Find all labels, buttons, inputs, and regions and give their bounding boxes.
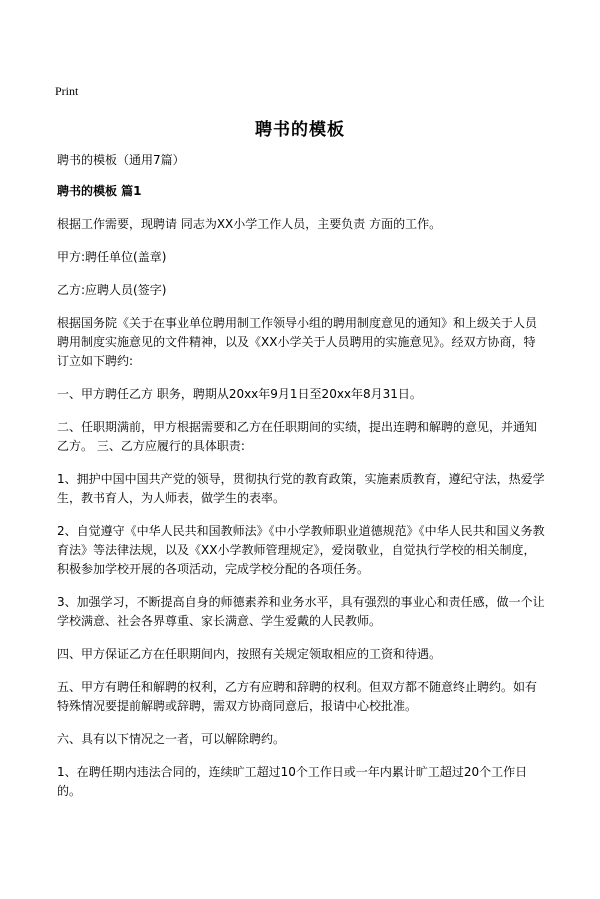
paragraph-intro: 根据工作需要，现聘请 同志为XX小学工作人员，主要负责 方面的工作。: [57, 217, 442, 231]
paragraph-party-b: 乙方:应聘人员(签字): [57, 283, 167, 297]
paragraph-duty-1: 1、拥护中国中国共产党的领导，贯彻执行党的教育政策，实施素质教育，遵纪守法，热爱学生，教书育人，为人师表，做学生的表率。: [57, 472, 545, 505]
paragraph-basis: 根据国务院《关于在事业单位聘用制工作领导小组的聘用制度意见的通知》和上级关于人员聘用制度实施意见的文件精神，以及《XX小学关于人员聘用的实施意见》。经双方协商，特订立如下聘约:: [57, 316, 538, 368]
paragraph-renewal: 二、任职期满前，甲方根据需要和乙方在任职期间的实绩，提出连聘和解聘的意见，并通知乙方。 三、乙方应履行的具体职责:: [57, 420, 538, 453]
paragraph-duty-3: 3、加强学习，不断提高自身的师德素养和业务水平，具有强烈的事业心和责任感，做一个让学校满意、社会各界尊重、家长满意、学生爱戴的人民教师。: [57, 595, 545, 628]
section-heading: 聘书的模板 篇1: [57, 184, 142, 198]
paragraph-salary: 四、甲方保证乙方在任职期间内，按照有关规定领取相应的工资和待遇。: [57, 647, 442, 661]
document-subtitle: 聘书的模板（通用7篇）: [57, 153, 185, 167]
paragraph-termination: 六、具有以下情况之一者，可以解除聘约。: [57, 732, 286, 746]
paragraph-rights: 五、甲方有聘任和解聘的权利，乙方有应聘和辞聘的权利。但双方都不随意终止聘约。如有特殊情况要提前解聘或辞聘，需双方协商同意后，报请中心校批准。: [57, 680, 538, 713]
paragraph-term: 一、甲方聘任乙方 职务，聘期从20xx年9月1日至20xx年8月31日。: [57, 387, 422, 401]
paragraph-termination-1: 1、在聘任期内违法合同的，连续旷工超过10个工作日或一年内累计旷工超过20个工作日的。: [57, 765, 528, 798]
paragraph-duty-2: 2、自觉遵守《中华人民共和国教师法》《中小学教师职业道德规范》《中华人民共和国义务教育法》等法律法规，以及《XX小学教师管理规定》，爱岗敬业，自觉执行学校的相关制度，积极参加学校开展的各项活动，完成学校分配的各项任务。: [57, 524, 545, 576]
document-body: [57, 151, 547, 815]
document-title: 聘书的模板: [255, 120, 345, 140]
paragraph-party-a: 甲方:聘任单位(盖章): [57, 250, 167, 264]
print-label: Print: [55, 84, 79, 98]
